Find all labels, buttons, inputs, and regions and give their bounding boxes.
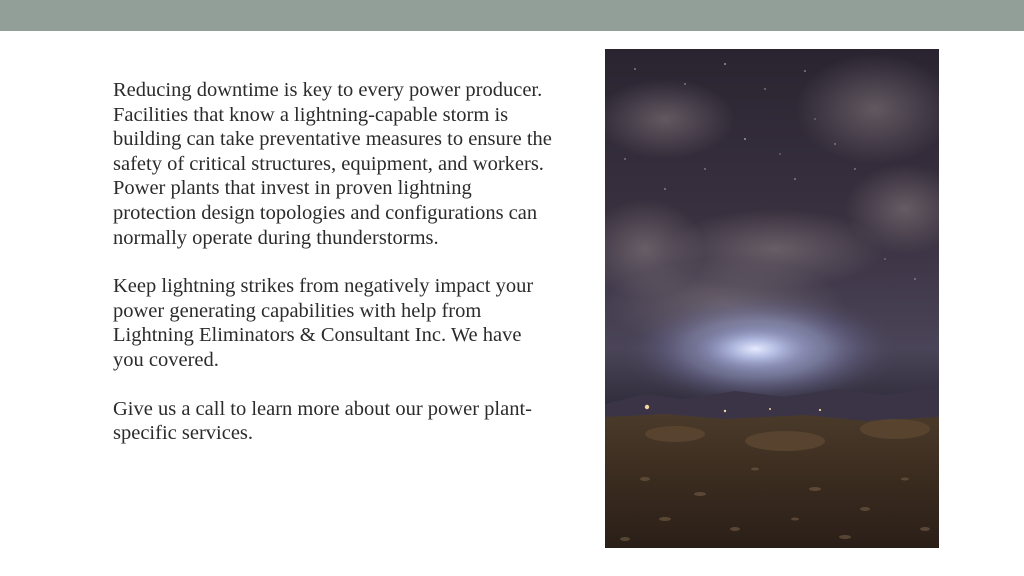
paragraph-downtime: Reducing downtime is key to every power producer. Facilities that know a lightning-capable storm is building can take preventative measures to ensure the safety of critical structures, equipment, and workers. Power plants that invest in proven lightning protection design topologies and configurations can normally operate during thunderstorms. <box>113 79 552 249</box>
paragraph-lightning-eliminators: Keep lightning strikes from negatively impact your power generating capabilities with help from Lightning Eliminators & Consultant Inc. We have you covered. <box>113 275 534 371</box>
paragraph-call-to-action: Give us a call to learn more about our power plant-specific services. <box>113 397 532 445</box>
storm-photo-illustration <box>605 49 939 548</box>
body-text <box>113 78 553 470</box>
header-bar <box>0 0 1024 31</box>
storm-night-photo <box>605 49 939 548</box>
